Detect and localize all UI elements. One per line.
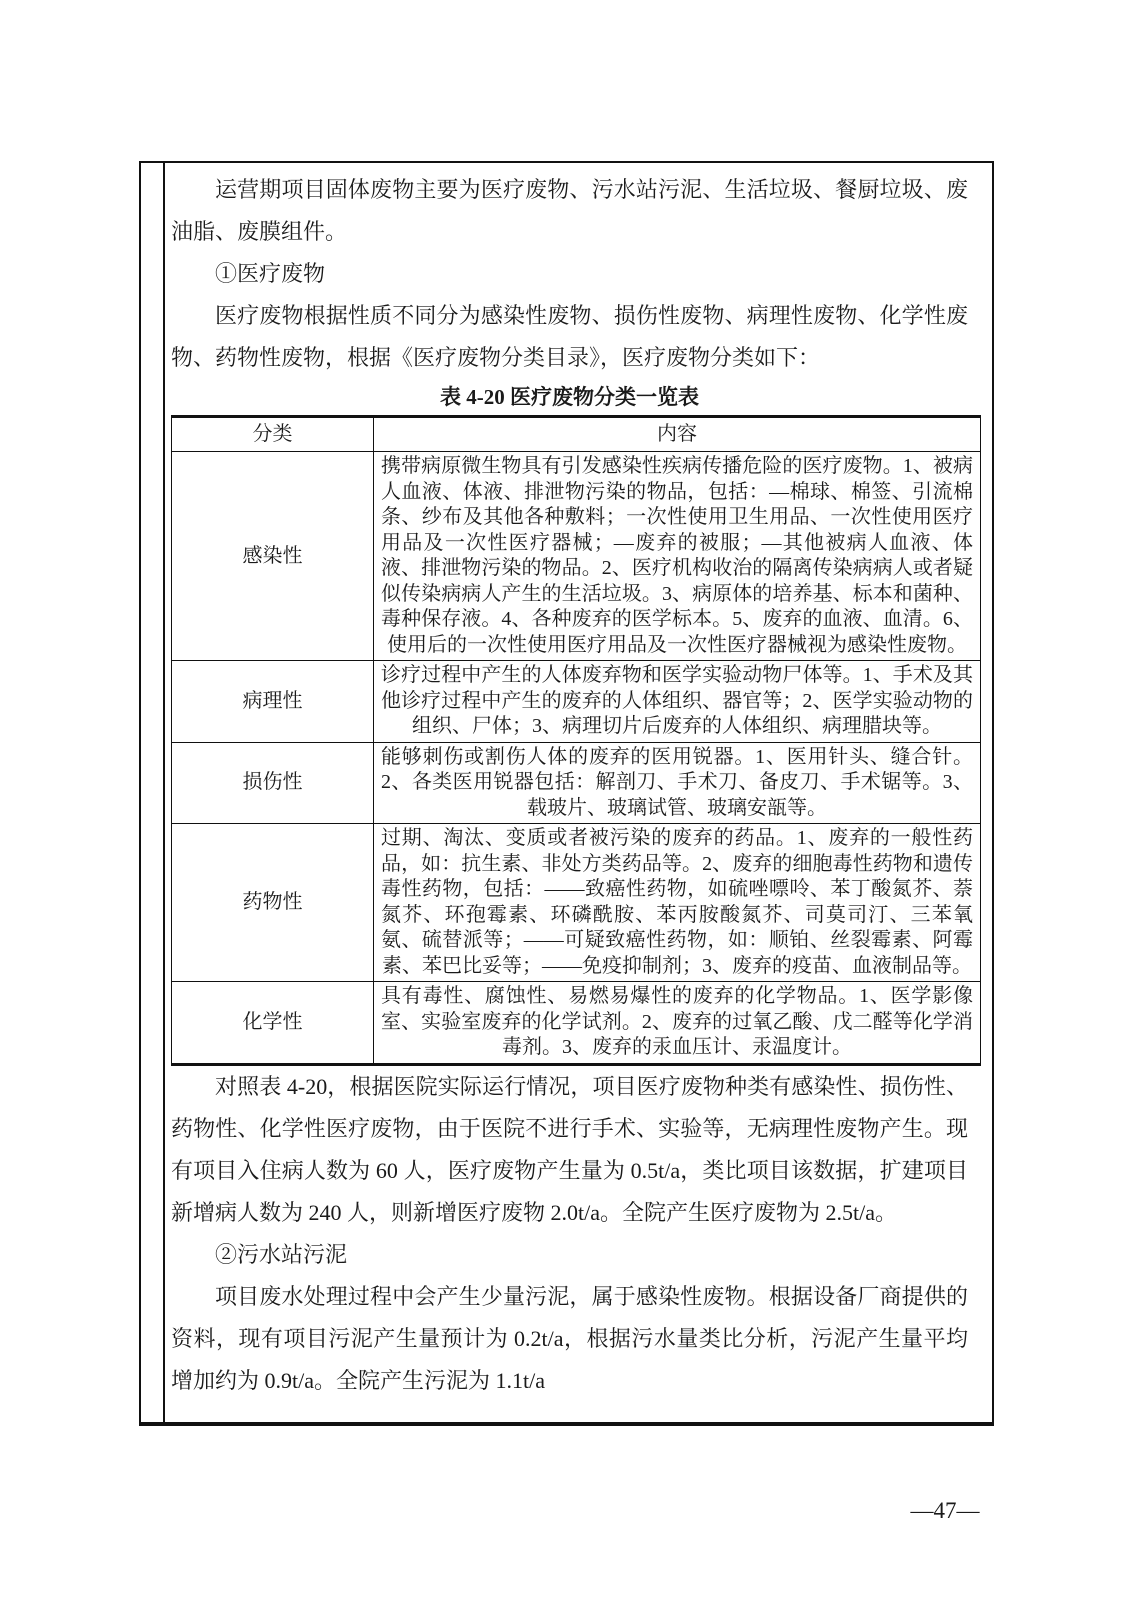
table-cell-content: 携带病原微生物具有引发感染性疾病传播危险的医疗废物。1、被病人血液、体液、排泄物污染的物品，包括：—棉球、棉签、引流棉条、纱布及其他各种敷料；一次性使用卫生用品、一次性使用医疗用品及一次性医疗器械；—废弃的被服；—其他被病人血液、体液、排泄物污染的物品。2、医疗机构收治的隔离传染病病人或者疑似传染病病人产生的生活垃圾。3、病原体的培养基、标本和菌种、毒种保存液。4、各种废弃的医学标本。5、废弃的血液、血清。6、使用后的一次性使用医疗用品及一次性医疗器械视为感染性废物。 xyxy=(374,452,981,661)
table-row-pharmaceutical xyxy=(172,824,981,982)
column-header-content: 内容 xyxy=(374,417,981,452)
table-cell-category: 损伤性 xyxy=(172,742,374,824)
table-cell-content: 能够刺伤或割伤人体的废弃的医用锐器。1、医用针头、缝合针。2、各类医用锐器包括：解剖刀、手术刀、备皮刀、手术锯等。3、载玻片、玻璃试管、玻璃安瓿等。 xyxy=(374,742,981,824)
heading-sewage-sludge: ②污水站污泥 xyxy=(215,1241,348,1267)
table-row-sharps xyxy=(172,742,981,824)
heading-medical-waste: ①医疗废物 xyxy=(215,261,326,286)
table-row-pathological xyxy=(172,661,981,743)
table-cell-content: 过期、淘汰、变质或者被污染的废弃的药品。1、废弃的一般性药品，如：抗生素、非处方类药品等。2、废弃的细胞毒性药物和遗传毒性药物，包括：——致癌性药物，如硫唑嘌呤、苯丁酸氮芥、萘氮芥、环孢霉素、环磷酰胺、苯丙胺酸氮芥、司莫司汀、三苯氧氨、硫替派等；——可疑致癌性药物，如：顺铂、丝裂霉素、阿霉素、苯巴比妥等；——免疫抑制剂；3、废弃的疫苗、血液制品等。 xyxy=(374,824,981,982)
paragraph-table-analysis: 对照表 4-20，根据医院实际运行情况，项目医疗废物种类有感染性、损伤性、药物性、化学性医疗废物，由于医院不进行手术、实验等，无病理性废物产生。现有项目入住病人数为 60 人，医疗废物产生量为 0.5t/a，类比项目该数据，扩建项目新增病人数为 240 人，则新增医疗废物 2.0t/a。全院产生医疗废物为 2.5t/a。 xyxy=(171,1073,968,1225)
table-row-infectious xyxy=(172,452,981,661)
table-header-row xyxy=(172,417,981,452)
table-cell-content: 具有毒性、腐蚀性、易燃易爆性的废弃的化学物品。1、医学影像室、实验室废弃的化学试剂。2、废弃的过氧乙酸、戊二醛等化学消毒剂。3、废弃的汞血压计、汞温度计。 xyxy=(374,982,981,1065)
column-header-category: 分类 xyxy=(172,417,374,452)
table-cell-category: 感染性 xyxy=(172,452,374,661)
paragraph-medical-waste-intro: 医疗废物根据性质不同分为感染性废物、损伤性废物、病理性废物、化学性废物、药物性废物，根据《医疗废物分类目录》，医疗废物分类如下： xyxy=(171,303,968,370)
table-row-chemical xyxy=(172,982,981,1065)
page-number: —47— xyxy=(910,1498,980,1523)
table-caption: 表 4-20 医疗废物分类一览表 xyxy=(440,385,699,409)
paragraph-solid-waste-overview: 运营期项目固体废物主要为医疗废物、污水站污泥、生活垃圾、餐厨垃圾、废油脂、废膜组件。 xyxy=(171,177,968,244)
table-cell-category: 病理性 xyxy=(172,661,374,743)
medical-waste-classification-table xyxy=(171,415,981,1066)
table-cell-category: 药物性 xyxy=(172,824,374,982)
paragraph-sludge-analysis: 项目废水处理过程中会产生少量污泥，属于感染性废物。根据设备厂商提供的资料，现有项目污泥产生量预计为 0.2t/a，根据污水量类比分析，污泥产生量平均增加约为 0.9t/a。全院产生污泥为 1.1t/a xyxy=(171,1283,968,1393)
content-area xyxy=(165,163,992,1422)
table-cell-category: 化学性 xyxy=(172,982,374,1065)
left-gutter-column xyxy=(141,163,165,1422)
content-frame xyxy=(139,161,994,1426)
table-cell-content: 诊疗过程中产生的人体废弃物和医学实验动物尸体等。1、手术及其他诊疗过程中产生的废弃的人体组织、器官等；2、医学实验动物的组织、尸体；3、病理切片后废弃的人体组织、病理腊块等。 xyxy=(374,661,981,743)
